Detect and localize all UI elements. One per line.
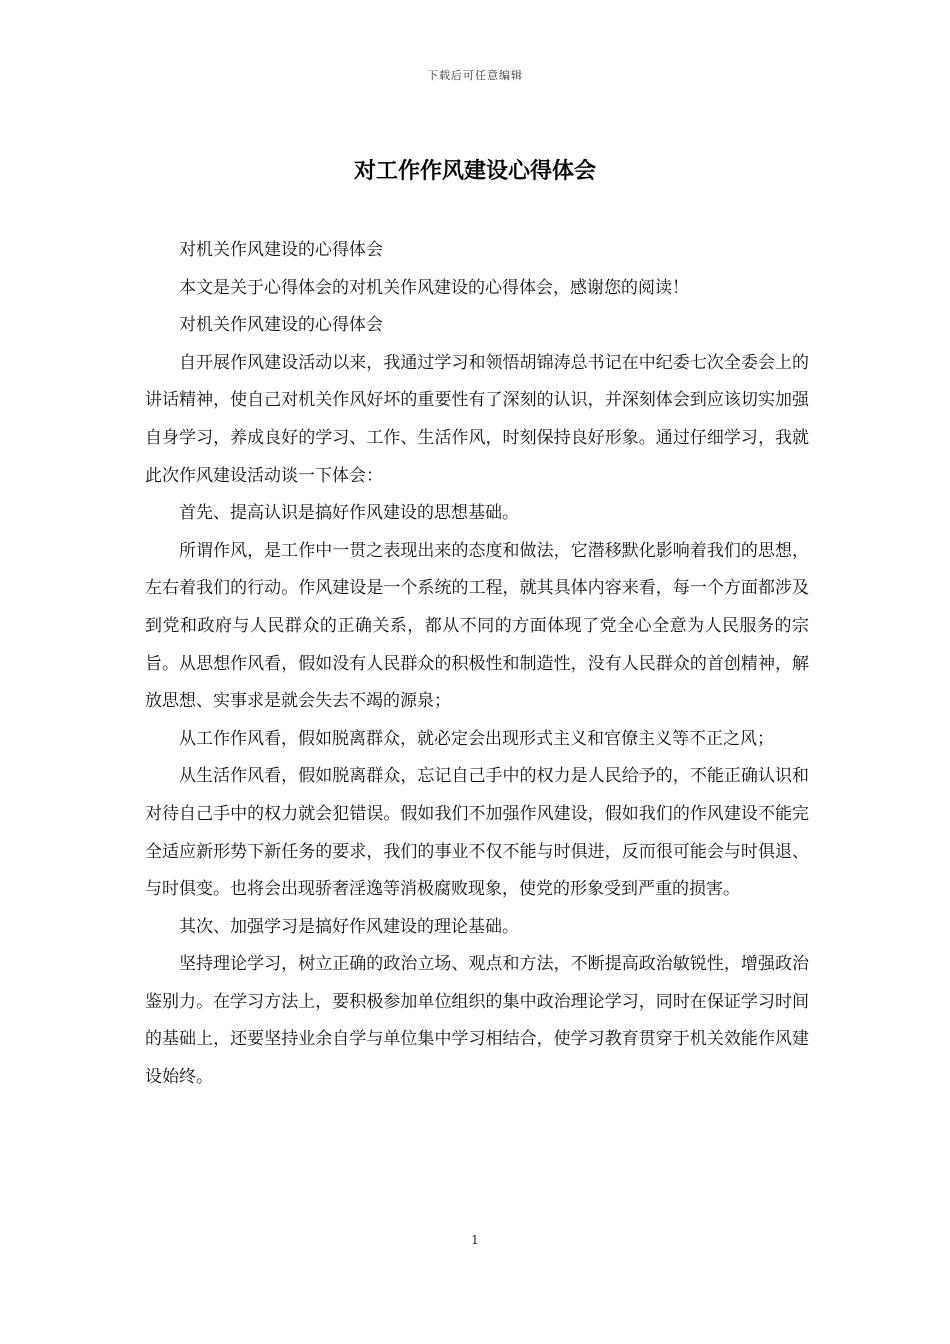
document-title: 对工作作风建设心得体会	[353, 158, 596, 184]
paragraph-subtitle-repeat: 对机关作风建设的心得体会	[179, 315, 383, 336]
paragraph-work-style-definition: 所谓作风，是工作中一贯之表现出来的态度和做法，它潜移默化影响着我们的思想，左右着我们的行动。作风建设是一个系统的工程，就其具体内容来看，每一个方面都涉及到党和政府与人民群众的正确关系，都从不同的方面体现了党全心全意为人民服务的宗旨。从思想作风看，假如没有人民群众的积极性和制造性，没有人民群众的首创精神，解放思想、实事求是就会失去不竭的源泉；	[145, 540, 809, 712]
paragraph-opening: 自开展作风建设活动以来，我通过学习和领悟胡锦涛总书记在中纪委七次全委会上的讲话精神，使自己对机关作风好坏的重要性有了深刻的认识，并深刻体会到应该切实加强自身学习，养成良好的学习、工作、生活作风，时刻保持良好形象。通过仔细学习，我就此次作风建设活动谈一下体会：	[145, 352, 809, 486]
paragraph-heading-second: 其次、加强学习是搞好作风建设的理论基础。	[179, 916, 519, 937]
paragraph-subtitle: 对机关作风建设的心得体会	[179, 240, 383, 260]
paragraph-life-style: 从生活作风看，假如脱离群众，忘记自己手中的权力是人民给予的，不能正确认识和对待自己手中的权力就会犯错误。假如我们不加强作风建设，假如我们的作风建设不能完全适应新形势下新任务的要求，我们的事业不仅不能与时俱进，反而很可能会与时俱退、与时俱变。也将会出现骄奢淫逸等消极腐败现象，使党的形象受到严重的损害。	[145, 766, 809, 900]
paragraph-intro: 本文是关于心得体会的对机关作风建设的心得体会，感谢您的阅读！	[179, 277, 689, 298]
page-number: 1	[471, 1233, 479, 1247]
header-note: 下载后可任意编辑	[427, 69, 523, 82]
document-body	[145, 232, 809, 1097]
paragraph-work-style: 从工作作风看，假如脱离群众，就必定会出现形式主义和官僚主义等不正之风；	[179, 728, 774, 749]
paragraph-theory-study: 坚持理论学习，树立正确的政治立场、观点和方法，不断提高政治敏锐性，增强政治鉴别力。在学习方法上，要积极参加单位组织的集中政治理论学习，同时在保证学习时间的基础上，还要坚持业余自学与单位集中学习相结合，使学习教育贯穿于机关效能作风建设始终。	[145, 954, 809, 1088]
paragraph-heading-first: 首先、提高认识是搞好作风建设的思想基础。	[179, 503, 519, 524]
